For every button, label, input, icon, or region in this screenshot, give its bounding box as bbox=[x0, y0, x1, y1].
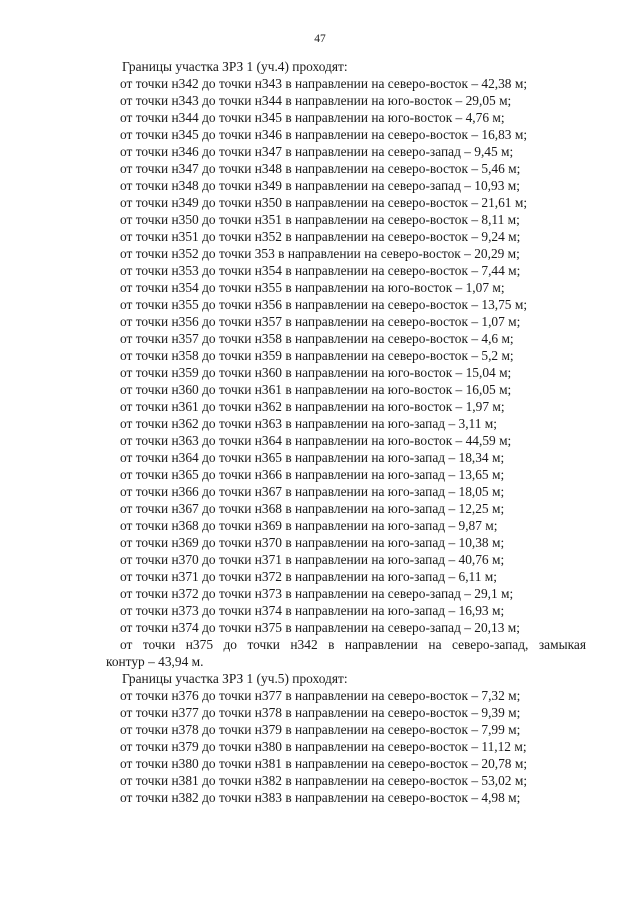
boundary-line: от точки н368 до точки н369 в направлении на юго-запад – 9,87 м; bbox=[120, 518, 498, 533]
boundary-line: от точки н347 до точки н348 в направлении на северо-восток – 5,46 м; bbox=[120, 161, 521, 176]
boundary-line: от точки н343 до точки н344 в направлении на юго-восток – 29,05 м; bbox=[120, 93, 512, 108]
boundary-line: от точки н360 до точки н361 в направлении на юго-восток – 16,05 м; bbox=[120, 382, 512, 397]
boundary-line: от точки н378 до точки н379 в направлении на северо-восток – 7,99 м; bbox=[120, 722, 521, 737]
boundary-line: от точки н349 до точки н350 в направлении на северо-восток – 21,61 м; bbox=[120, 195, 528, 210]
boundary-line: от точки н373 до точки н374 в направлении на юго-запад – 16,93 м; bbox=[120, 603, 505, 618]
boundary-line: от точки н369 до точки н370 в направлении на юго-запад – 10,38 м; bbox=[120, 535, 505, 550]
boundary-line: от точки н371 до точки н372 в направлении на юго-запад – 6,11 м; bbox=[120, 569, 497, 584]
boundary-line: от точки н361 до точки н362 в направлении на юго-восток – 1,97 м; bbox=[120, 399, 505, 414]
boundary-line: от точки н381 до точки н382 в направлении на северо-восток – 53,02 м; bbox=[120, 773, 528, 788]
boundary-line: от точки н362 до точки н363 в направлении на юго-запад – 3,11 м; bbox=[120, 416, 497, 431]
boundary-line: от точки н364 до точки н365 в направлении на юго-запад – 18,34 м; bbox=[120, 450, 505, 465]
boundary-line: от точки н377 до точки н378 в направлении на северо-восток – 9,39 м; bbox=[120, 705, 521, 720]
boundary-line: от точки н358 до точки н359 в направлении на северо-восток – 5,2 м; bbox=[120, 348, 514, 363]
boundary-line: от точки н382 до точки н383 в направлении на северо-восток – 4,98 м; bbox=[120, 790, 521, 805]
boundary-line: от точки н354 до точки н355 в направлении на юго-восток – 1,07 м; bbox=[120, 280, 505, 295]
boundary-line: от точки н353 до точки н354 в направлении на северо-восток – 7,44 м; bbox=[120, 263, 521, 278]
boundary-line: от точки н357 до точки н358 в направлении на северо-восток – 4,6 м; bbox=[120, 331, 514, 346]
section-heading: Границы участка ЗРЗ 1 (уч.4) проходят: bbox=[122, 59, 348, 74]
boundary-line: от точки н370 до точки н371 в направлении на юго-запад – 40,76 м; bbox=[120, 552, 505, 567]
boundary-line: от точки н350 до точки н351 в направлении на северо-восток – 8,11 м; bbox=[120, 212, 520, 227]
boundary-line: от точки н342 до точки н343 в направлении на северо-восток – 42,38 м; bbox=[120, 76, 528, 91]
boundary-line: от точки н380 до точки н381 в направлении на северо-восток – 20,78 м; bbox=[120, 756, 528, 771]
boundary-line: от точки н374 до точки н375 в направлении на северо-запад – 20,13 м; bbox=[120, 620, 520, 635]
boundary-line: от точки н365 до точки н366 в направлении на юго-запад – 13,65 м; bbox=[120, 467, 505, 482]
boundary-line: от точки н346 до точки н347 в направлении на северо-запад – 9,45 м; bbox=[120, 144, 514, 159]
boundary-line: от точки н372 до точки н373 в направлении на северо-запад – 29,1 м; bbox=[120, 586, 514, 601]
boundary-line: от точки н367 до точки н368 в направлении на юго-запад – 12,25 м; bbox=[120, 501, 505, 516]
boundary-line: от точки н348 до точки н349 в направлении на северо-запад – 10,93 м; bbox=[120, 178, 520, 193]
boundary-line: от точки н352 до точки 353 в направлении на северо-восток – 20,29 м; bbox=[120, 246, 520, 261]
boundary-line: от точки н379 до точки н380 в направлении на северо-восток – 11,12 м; bbox=[120, 739, 527, 754]
boundary-line: от точки н359 до точки н360 в направлении на юго-восток – 15,04 м; bbox=[120, 365, 512, 380]
boundary-line: от точки н344 до точки н345 в направлении на юго-восток – 4,76 м; bbox=[120, 110, 505, 125]
page-number: 47 bbox=[314, 33, 326, 45]
boundary-line: от точки н356 до точки н357 в направлении на северо-восток – 1,07 м; bbox=[120, 314, 521, 329]
closing-boundary-line: от точки н375 до точки н342 в направлении на северо-запад, замыкая bbox=[120, 637, 586, 652]
boundary-line: от точки н376 до точки н377 в направлении на северо-восток – 7,32 м; bbox=[120, 688, 521, 703]
closing-boundary-continuation: контур – 43,94 м. bbox=[106, 654, 204, 669]
boundary-line: от точки н355 до точки н356 в направлении на северо-восток – 13,75 м; bbox=[120, 297, 528, 312]
boundary-line: от точки н351 до точки н352 в направлении на северо-восток – 9,24 м; bbox=[120, 229, 521, 244]
boundary-line: от точки н363 до точки н364 в направлении на юго-восток – 44,59 м; bbox=[120, 433, 512, 448]
section-heading: Границы участка ЗРЗ 1 (уч.5) проходят: bbox=[122, 671, 348, 686]
boundary-line: от точки н345 до точки н346 в направлении на северо-восток – 16,83 м; bbox=[120, 127, 528, 142]
boundary-line: от точки н366 до точки н367 в направлении на юго-запад – 18,05 м; bbox=[120, 484, 505, 499]
document-body bbox=[106, 58, 586, 806]
